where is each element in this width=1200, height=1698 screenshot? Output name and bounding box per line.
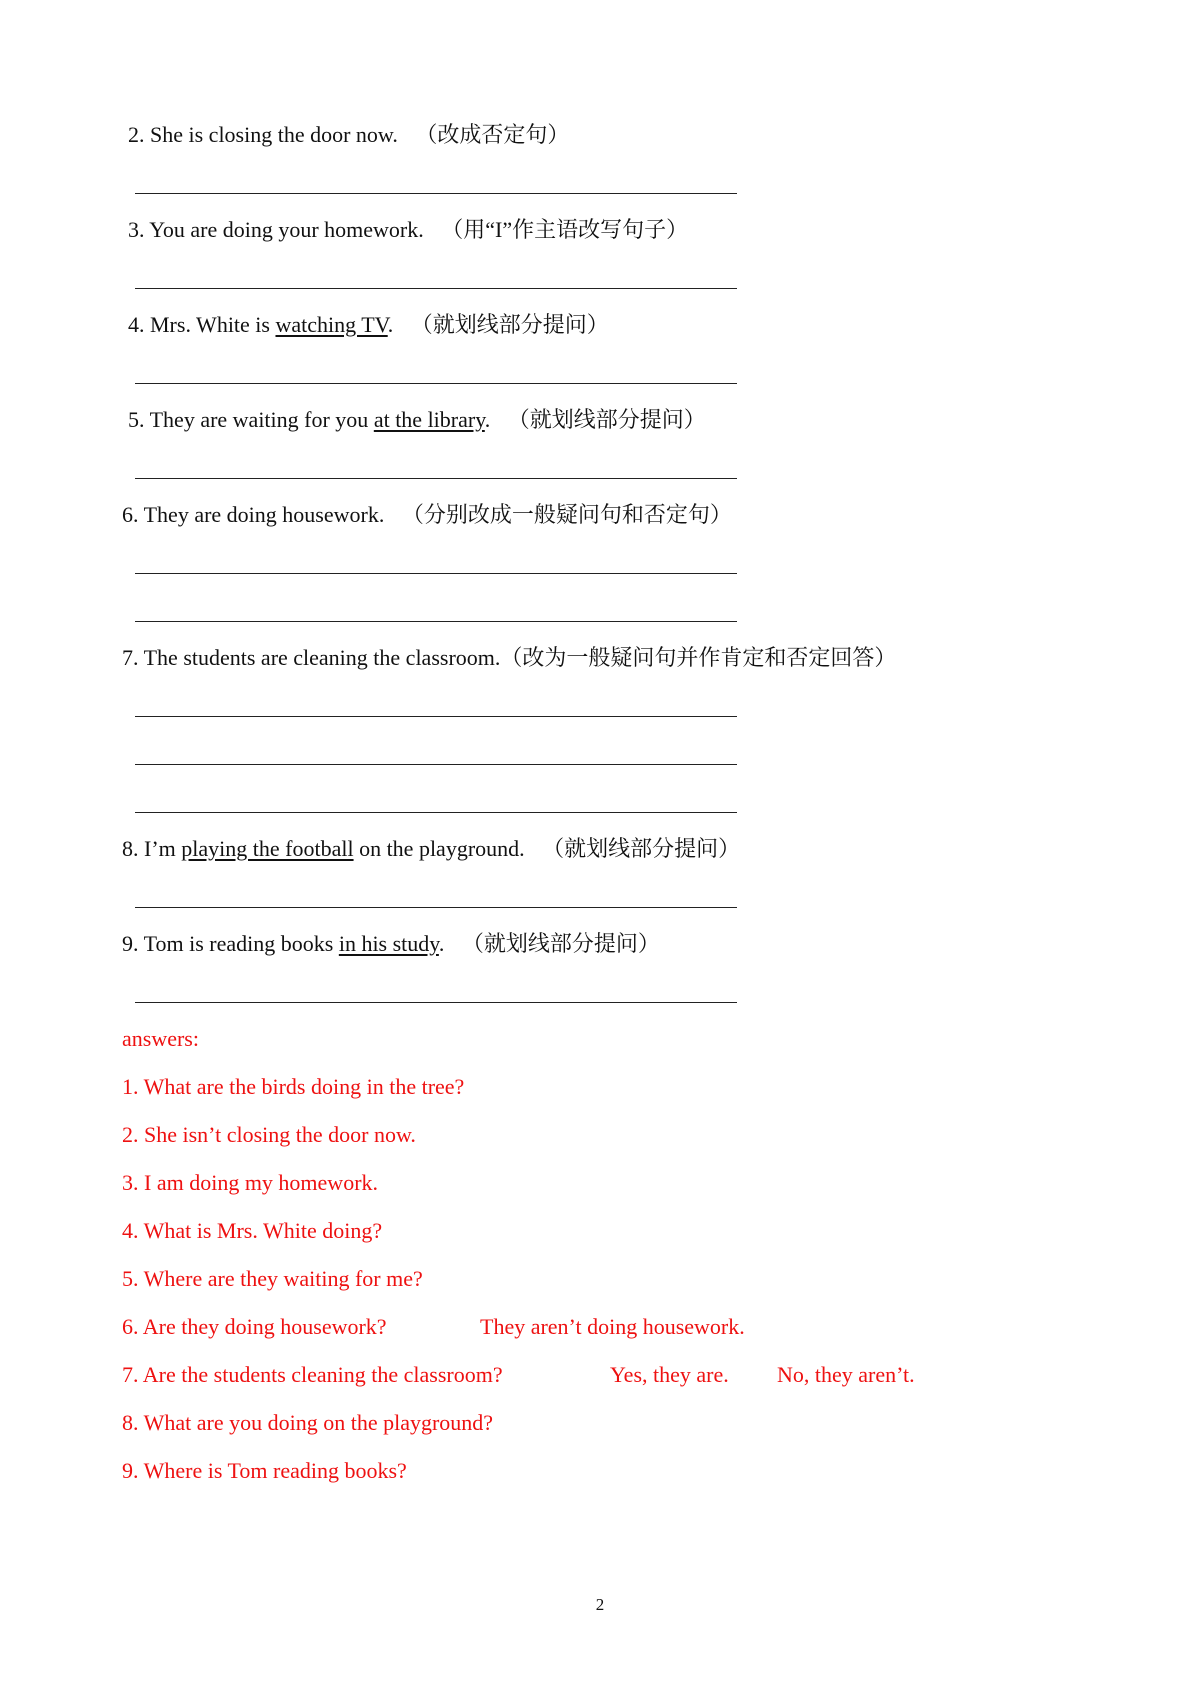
question-7: [122, 644, 896, 672]
question-number: 2.: [128, 122, 145, 147]
question-number: 5.: [128, 407, 145, 432]
question-4: [128, 311, 609, 339]
instruction: （改为一般疑问句并作肯定和否定回答）: [500, 645, 897, 670]
instruction: （改成否定句）: [415, 122, 570, 147]
question-number: 9.: [122, 931, 139, 956]
question-text-end: .: [387, 312, 394, 337]
question-number: 6.: [122, 502, 139, 527]
question-text-end: .: [438, 931, 445, 956]
answer-5: 5. Where are they waiting for me?: [122, 1266, 423, 1291]
answer-blank[interactable]: [135, 621, 737, 622]
instruction: （就划线部分提问）: [507, 407, 706, 432]
answer-3: 3. I am doing my homework.: [122, 1170, 379, 1195]
answer-blank[interactable]: [135, 764, 737, 765]
instruction: （就划线部分提问）: [542, 836, 741, 861]
answer-blank[interactable]: [135, 716, 737, 717]
answer-blank[interactable]: [135, 383, 737, 384]
question-text: I’m: [144, 836, 182, 861]
question-2: [128, 121, 569, 149]
question-number: 4.: [128, 312, 145, 337]
answer-7-no: No, they aren’t.: [777, 1362, 915, 1387]
question-text: Tom is reading books: [143, 931, 339, 956]
answer-8: 8. What are you doing on the playground?: [122, 1410, 494, 1435]
instruction: （就划线部分提问）: [461, 931, 660, 956]
page-number: 2: [595, 1595, 605, 1614]
answer-blank[interactable]: [135, 288, 737, 289]
answer-1: 1. What are the birds doing in the tree?: [122, 1074, 465, 1099]
question-text: They are waiting for you: [149, 407, 374, 432]
question-number: 7.: [122, 645, 139, 670]
answer-blank[interactable]: [135, 573, 737, 574]
underlined-part: playing the football: [181, 836, 354, 861]
answer-7: 7. Are the students cleaning the classroom?: [122, 1362, 503, 1387]
answer-7-yes: Yes, they are.: [610, 1362, 729, 1387]
question-number: 8.: [122, 836, 139, 861]
answer-4: 4. What is Mrs. White doing?: [122, 1218, 383, 1243]
answer-blank[interactable]: [135, 1002, 737, 1003]
answer-blank[interactable]: [135, 907, 737, 908]
question-9: [122, 930, 660, 958]
question-text: Mrs. White is: [150, 312, 276, 337]
question-number: 3.: [128, 217, 145, 242]
answer-9: 9. Where is Tom reading books?: [122, 1458, 407, 1483]
question-text-end: on the playground.: [353, 836, 525, 861]
question-text-end: .: [484, 407, 491, 432]
instruction: （分别改成一般疑问句和否定句）: [401, 502, 732, 527]
question-6: [122, 501, 732, 529]
underlined-part: in his study: [338, 931, 439, 956]
answer-blank[interactable]: [135, 812, 737, 813]
instruction: （就划线部分提问）: [410, 312, 609, 337]
answer-2: 2. She isn’t closing the door now.: [122, 1122, 416, 1147]
question-text: The students are cleaning the classroom.: [143, 645, 501, 670]
answer-blank[interactable]: [135, 193, 737, 194]
underlined-part: watching TV: [275, 312, 388, 337]
answers-heading: answers:: [122, 1026, 199, 1051]
underlined-part: at the library: [373, 407, 485, 432]
question-text: You are doing your homework.: [149, 217, 424, 242]
question-5: [128, 406, 706, 434]
answer-6: 6. Are they doing housework?: [122, 1314, 387, 1339]
answer-blank[interactable]: [135, 478, 737, 479]
question-3: [128, 216, 688, 244]
instruction: （用“I”作主语改写句子）: [441, 217, 689, 242]
question-8: [122, 835, 740, 863]
answer-6-negative: They aren’t doing housework.: [480, 1314, 745, 1339]
question-text: She is closing the door now.: [150, 122, 398, 147]
question-text: They are doing housework.: [143, 502, 385, 527]
